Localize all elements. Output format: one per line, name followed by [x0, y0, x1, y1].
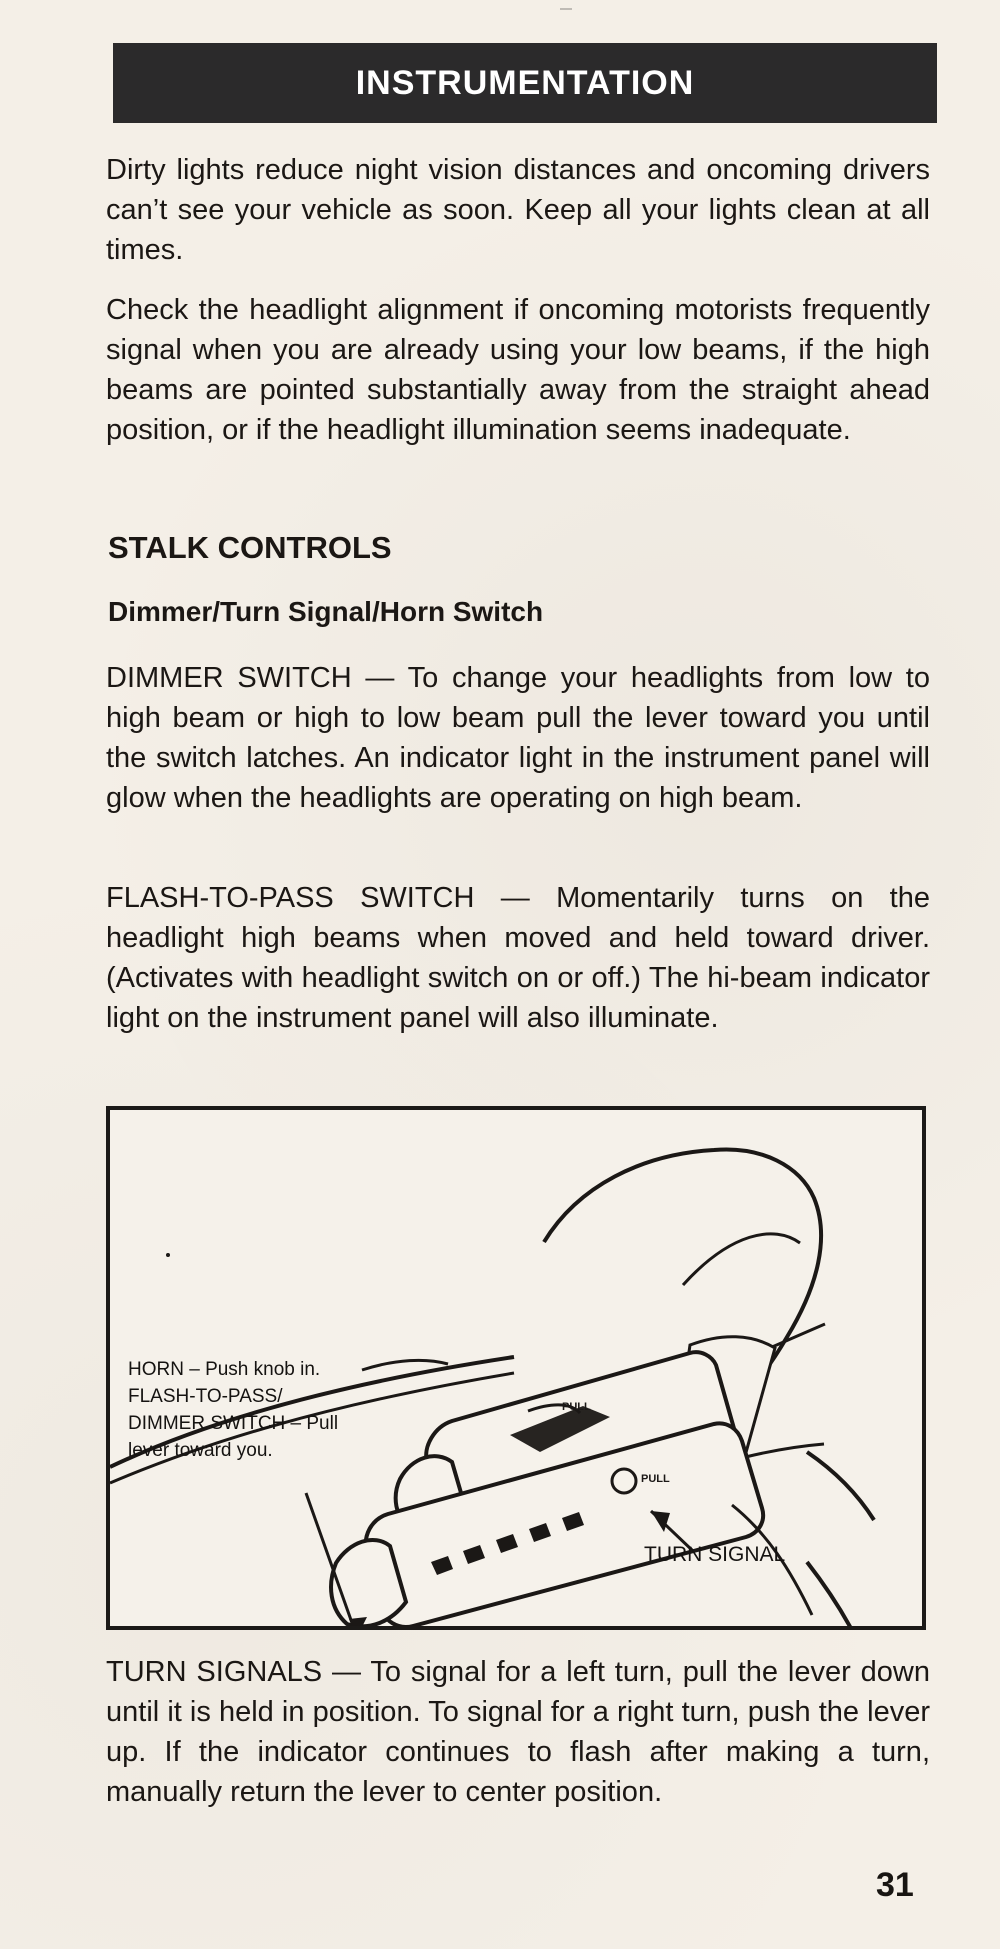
steering-wheel-inner-line [683, 1234, 800, 1285]
upper-pull-label: PULL [562, 1401, 591, 1413]
panel-bottom-line [807, 1562, 854, 1630]
section-title: INSTRUMENTATION [355, 63, 695, 102]
panel-corner-line [807, 1452, 874, 1520]
stalk-controls-heading: STALK CONTROLS [108, 530, 392, 565]
page-number: 31 [876, 1866, 914, 1904]
section-header [113, 43, 937, 123]
scan-mark [560, 8, 572, 10]
lower-pull-label: PULL [641, 1473, 670, 1485]
turn-signals-paragraph: TURN SIGNALS — To signal for a left turn, pull the lever down until it is held in position. To signal for a right turn, push the lever up. If the indicator continues to flash after making a turn, manually return the lever to center position. [106, 1656, 930, 1808]
lower-lever-button [612, 1469, 636, 1493]
dimmer-turn-signal-horn-subheading: Dimmer/Turn Signal/Horn Switch [108, 596, 544, 627]
intro-paragraph-2: Check the headlight alignment if oncoming motorists frequently signal when you are already using your low beams, if the high beams are pointed substantially away from the straight ahead position, or if the headlight illumination seems inadequate. [106, 294, 930, 446]
stalk-control-illustration [106, 1106, 926, 1630]
callout-line-4: lever toward you. [128, 1440, 273, 1461]
turn-signal-callout: TURN SIGNAL [644, 1543, 786, 1566]
intro-paragraph-1: Dirty lights reduce night vision distances and oncoming drivers can’t see your vehicle as soon. Keep all your lights clean at all times. [106, 154, 930, 266]
flash-to-pass-paragraph: FLASH-TO-PASS SWITCH — Momentarily turns on the headlight high beams when moved and held toward driver. (Activates with headlight switch on or off.) The hi-beam indicator light on the instrument panel will also illuminate. [106, 882, 930, 1034]
small-dot [166, 1253, 170, 1257]
callout-line-3: DIMMER SWITCH – Pull [128, 1413, 339, 1434]
callout-line-2: FLASH-TO-PASS/ [128, 1386, 283, 1407]
callout-line-1: HORN – Push knob in. [128, 1359, 321, 1380]
dimmer-switch-paragraph: DIMMER SWITCH — To change your headlights from low to high beam or high to low beam pull the lever toward you until the switch latches. An indicator light in the instrument panel will glow when the headlights are operating on high beam. [106, 662, 930, 814]
horn-dimmer-callout [128, 1356, 418, 1464]
